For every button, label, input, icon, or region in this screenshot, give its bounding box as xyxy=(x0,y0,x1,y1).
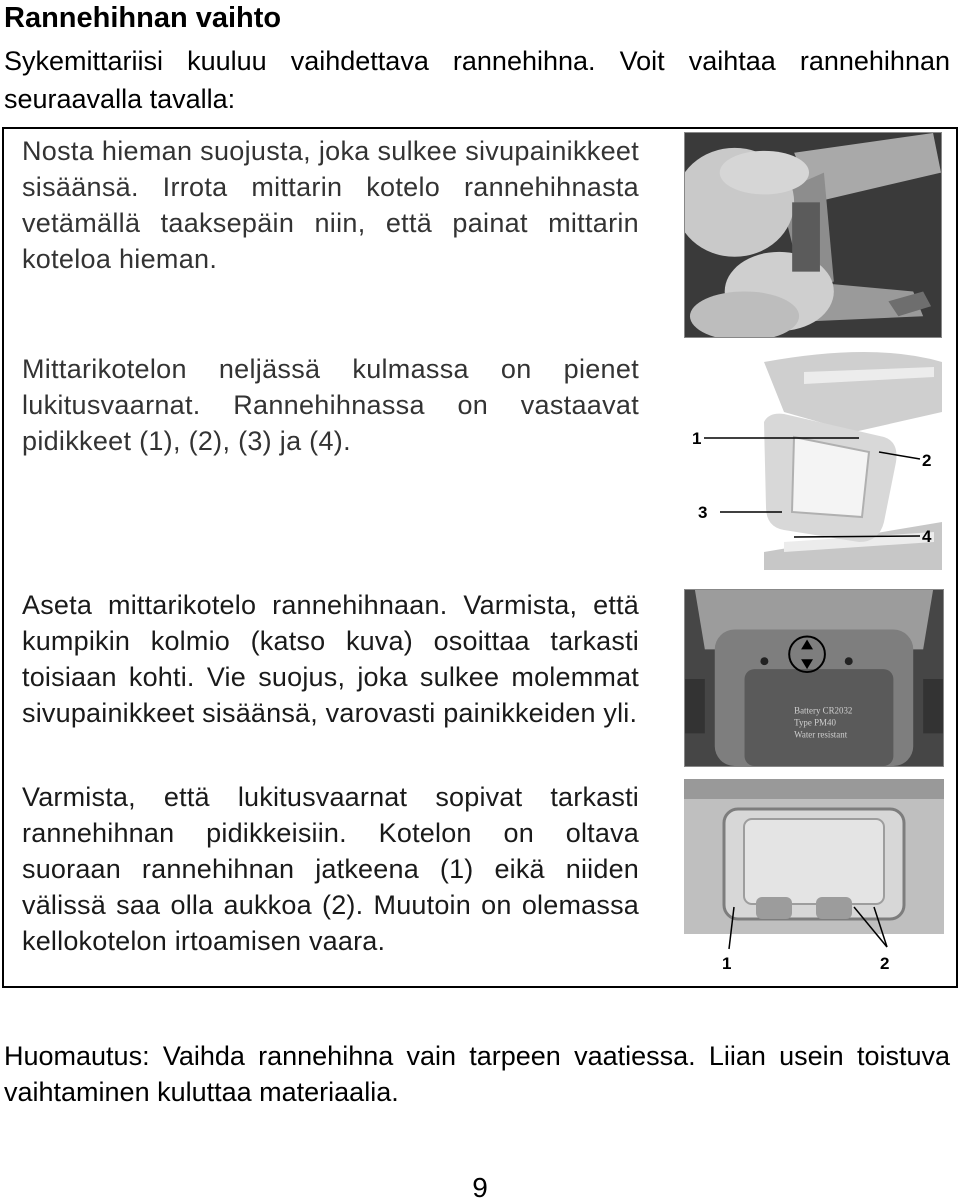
step-4-text: Varmista, että lukitusvaarnat sopivat tarkasti rannehihnan pidikkeisiin. Kotelon on oltava suoraan rannehihnan jatkeena (1) eikä niiden välissä saa olla aukkoa (2). Muutoin on olemassa kellokotelon irtoamisen vaara. xyxy=(22,782,639,956)
intro-paragraph: Sykemittariisi kuuluu vaihdettava rannehihna. Voit vaihtaa rannehihnan seuraavalla tavalla: xyxy=(4,46,950,114)
step-1-text: Nosta hieman suojusta, joka sulkee sivupainikkeet sisäänsä. Irrota mittarin kotelo rannehihnasta vetämällä taaksepäin niin, että painat mittarin koteloa hieman. xyxy=(22,136,639,274)
step-3-text: Aseta mittarikotelo rannehihnaan. Varmista, että kumpikin kolmio (katso kuva) osoittaa tarkasti toisiaan kohti. Vie suojus, joka sulkee molemmat sivupainikkeet sisäänsä, varovasti painikkeiden yli. xyxy=(22,590,639,728)
svg-text:Water resistant: Water resistant xyxy=(794,729,848,740)
step-row-3 xyxy=(4,581,956,779)
callout-1: 1 xyxy=(722,954,732,973)
svg-text:Battery CR2032: Battery CR2032 xyxy=(794,705,853,716)
callout-2: 2 xyxy=(922,451,932,470)
step-row-1 xyxy=(4,129,956,348)
step-2-photo xyxy=(684,352,942,570)
step-1-photo xyxy=(684,132,942,338)
step-row-2 xyxy=(4,348,956,581)
callout-2: 2 xyxy=(880,954,890,973)
instruction-table xyxy=(2,127,958,988)
page-title: Rannehihnan vaihto xyxy=(4,2,282,34)
step-2-text: Mittarikotelon neljässä kulmassa on pienet lukitusvaarnat. Rannehihnassa on vastaavat pidikkeet (1), (2), (3) ja (4). xyxy=(22,354,639,456)
svg-text:Type PM40: Type PM40 xyxy=(794,717,836,728)
callout-3: 3 xyxy=(698,503,708,522)
step-4-photo xyxy=(684,779,944,979)
note-paragraph: Huomautus: Vaihda rannehihna vain tarpeen vaatiessa. Liian usein toistuva vaihtaminen kuluttaa materiaalia. xyxy=(4,1041,950,1107)
callout-1: 1 xyxy=(692,429,702,448)
callout-4: 4 xyxy=(922,527,932,546)
page-number: 9 xyxy=(472,1172,488,1203)
step-row-4 xyxy=(4,779,956,986)
step-3-photo xyxy=(684,589,944,767)
